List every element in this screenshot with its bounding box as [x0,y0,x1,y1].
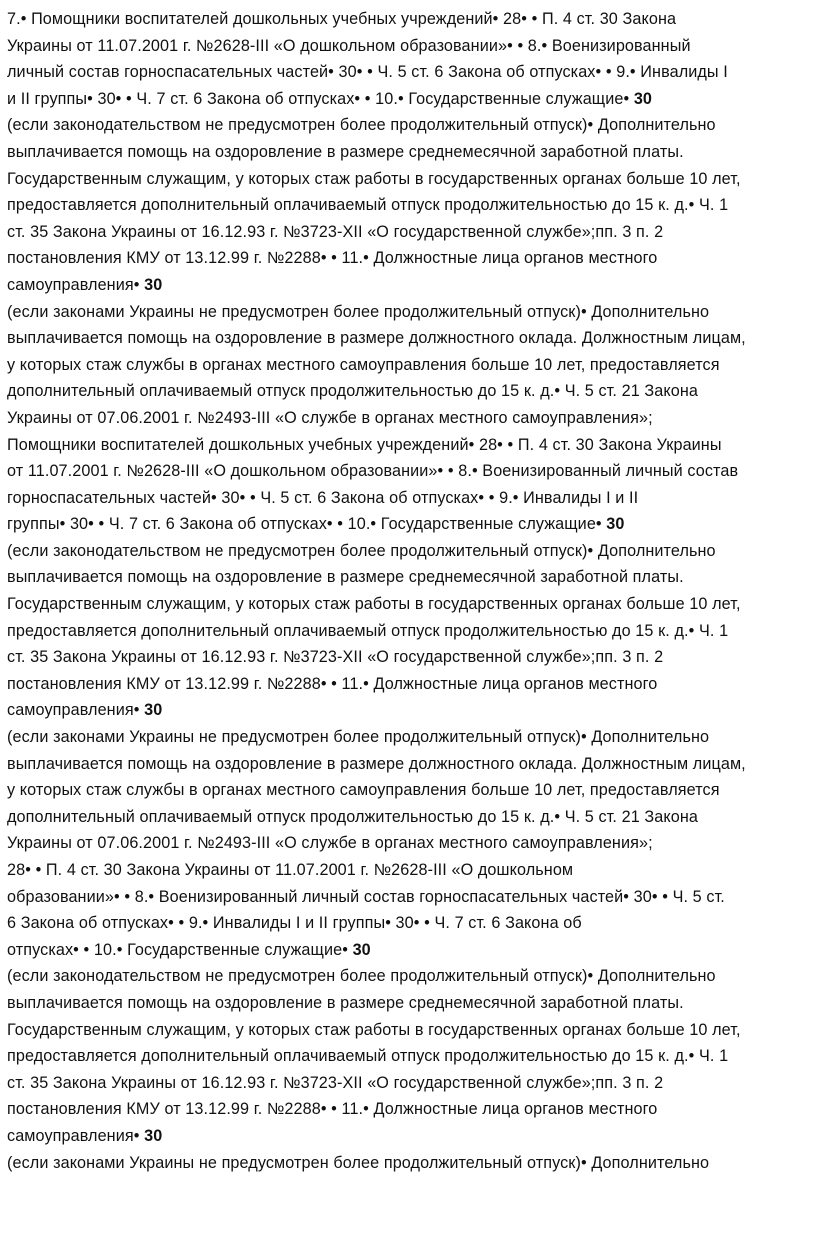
leave-days-bold: 30 [144,701,163,720]
text-line [7,1043,806,1070]
line-text: от 11.07.2001 г. №2628-III «О дошкольном образовании»• • 8.• Военизированный личный состав [7,462,739,481]
line-text: (если законами Украины не предусмотрен более продолжительный отпуск)• Дополнительно [7,302,710,321]
text-line [7,33,806,60]
text-line [7,564,806,591]
text-line [7,644,806,671]
text-line [7,1096,806,1123]
text-line [7,299,806,326]
line-text: Помощники воспитателей дошкольных учебных учреждений• 28• • П. 4 ст. 30 Закона Украины [7,435,722,454]
line-text: 7.• Помощники воспитателей дошкольных учебных учреждений• 28• • П. 4 ст. 30 Закона [7,10,677,28]
text-line [7,485,806,512]
line-text: (если законодательством не предусмотрен более продолжительный отпуск)• Дополнительно [7,116,716,135]
text-line [7,59,806,86]
text-line [7,86,806,113]
text-line [7,1150,806,1177]
leave-days-bold: 30 [606,515,625,534]
text-line [7,777,806,804]
text-line [7,910,806,937]
line-text: ст. 35 Закона Украины от 16.12.93 г. №3723-XII «О государственной службе»;пп. 3 п. 2 [7,1073,664,1092]
line-text: у которых стаж службы в органах местного самоуправления больше 10 лет, предоставляется [7,781,720,800]
text-line [7,192,806,219]
line-text: и II группы• 30• • Ч. 7 ст. 6 Закона об отпусках• • 10.• Государственные служащие• [7,89,634,108]
line-text: выплачивается помощь на оздоровление в размере среднемесячной заработной платы. [7,142,684,161]
text-line [7,618,806,645]
leave-days-bold: 30 [144,1126,163,1145]
text-line [7,139,806,166]
line-text: Государственным служащим, у которых стаж работы в государственных органах больше 10 лет, [7,595,741,614]
line-text: отпусках• • 10.• Государственные служащие• [7,940,353,959]
text-line [7,1017,806,1044]
line-text: (если законодательством не предусмотрен более продолжительный отпуск)• Дополнительно [7,541,716,560]
line-text: Украины от 07.06.2001 г. №2493-III «О службе в органах местного самоуправления»; [7,834,653,853]
text-line [7,378,806,405]
line-text: 28• • П. 4 ст. 30 Закона Украины от 11.07.2001 г. №2628-III «О дошкольном [7,861,574,879]
line-text: предоставляется дополнительный оплачиваемый отпуск продолжительностью до 15 к. д.• Ч. 1 [7,196,729,215]
text-line [7,458,806,485]
text-line [7,325,806,352]
line-text: выплачивается помощь на оздоровление в размере должностного оклада. Должностным лицам, [7,754,746,773]
text-line [7,884,806,911]
text-line [7,6,806,33]
text-line [7,272,806,299]
text-line [7,112,806,139]
line-text: (если законами Украины не предусмотрен более продолжительный отпуск)• Дополнительно [7,1153,710,1172]
text-line [7,857,806,884]
text-line [7,432,806,459]
text-line [7,804,806,831]
text-line [7,405,806,432]
line-text: горноспасательных частей• 30• • Ч. 5 ст. 6 Закона об отпусках• • 9.• Инвалиды I и II [7,488,639,507]
leave-days-bold: 30 [633,89,653,108]
leave-days-bold: 30 [352,940,371,959]
line-text: Украины от 07.06.2001 г. №2493-III «О службе в органах местного самоуправления»; [7,408,653,427]
line-text: выплачивается помощь на оздоровление в размере среднемесячной заработной платы. [7,568,684,587]
line-text: постановления КМУ от 13.12.99 г. №2288• • 11.• Должностные лица органов местного [7,249,658,268]
text-line [7,538,806,565]
line-text: выплачивается помощь на оздоровление в размере должностного оклада. Должностным лицам, [7,329,746,348]
text-line [7,963,806,990]
text-line [7,724,806,751]
line-text: Государственным служащим, у которых стаж работы в государственных органах больше 10 лет, [7,169,741,188]
line-text: (если законами Украины не предусмотрен более продолжительный отпуск)• Дополнительно [7,728,710,747]
text-line [7,1070,806,1097]
line-text: выплачивается помощь на оздоровление в размере среднемесячной заработной платы. [7,993,684,1012]
line-text: образовании»• • 8.• Военизированный личный состав горноспасательных частей• 30• • Ч. 5 ст. [7,887,725,906]
text-line [7,166,806,193]
line-text: ст. 35 Закона Украины от 16.12.93 г. №3723-XII «О государственной службе»;пп. 3 п. 2 [7,222,664,241]
line-text: дополнительный оплачиваемый отпуск продолжительностью до 15 к. д.• Ч. 5 ст. 21 Закона [7,807,698,826]
text-line [7,219,806,246]
text-line [7,591,806,618]
line-text: предоставляется дополнительный оплачиваемый отпуск продолжительностью до 15 к. д.• Ч. 1 [7,1047,729,1066]
text-line [7,511,806,538]
text-line [7,830,806,857]
line-text: Государственным служащим, у которых стаж работы в государственных органах больше 10 лет, [7,1020,741,1039]
line-text: (если законодательством не предусмотрен более продолжительный отпуск)• Дополнительно [7,967,716,986]
line-text: постановления КМУ от 13.12.99 г. №2288• • 11.• Должностные лица органов местного [7,674,658,693]
text-line [7,697,806,724]
text-line [7,352,806,379]
line-text: постановления КМУ от 13.12.99 г. №2288• • 11.• Должностные лица органов местного [7,1100,658,1119]
line-text: группы• 30• • Ч. 7 ст. 6 Закона об отпусках• • 10.• Государственные служащие• [7,515,607,534]
text-line [7,937,806,964]
line-text: личный состав горноспасательных частей• 30• • Ч. 5 ст. 6 Закона об отпусках• • 9.• Инвалиды I [7,63,728,82]
text-line [7,671,806,698]
text-line [7,245,806,272]
text-line [7,751,806,778]
line-text: предоставляется дополнительный оплачиваемый отпуск продолжительностью до 15 к. д.• Ч. 1 [7,621,729,640]
line-text: у которых стаж службы в органах местного самоуправления больше 10 лет, предоставляется [7,355,720,374]
text-line [7,990,806,1017]
line-text: самоуправления• [7,275,145,294]
line-text: самоуправления• [7,701,145,720]
line-text: 6 Закона об отпусках• • 9.• Инвалиды I и II группы• 30• • Ч. 7 ст. 6 Закона об [7,914,582,933]
line-text: самоуправления• [7,1126,145,1145]
line-text: дополнительный оплачиваемый отпуск продолжительностью до 15 к. д.• Ч. 5 ст. 21 Закона [7,382,698,401]
line-text: ст. 35 Закона Украины от 16.12.93 г. №3723-XII «О государственной службе»;пп. 3 п. 2 [7,648,664,667]
leave-days-bold: 30 [144,275,163,294]
line-text: Украины от 11.07.2001 г. №2628-III «О дошкольном образовании»• • 8.• Военизированный [7,36,691,55]
text-line [7,1123,806,1150]
